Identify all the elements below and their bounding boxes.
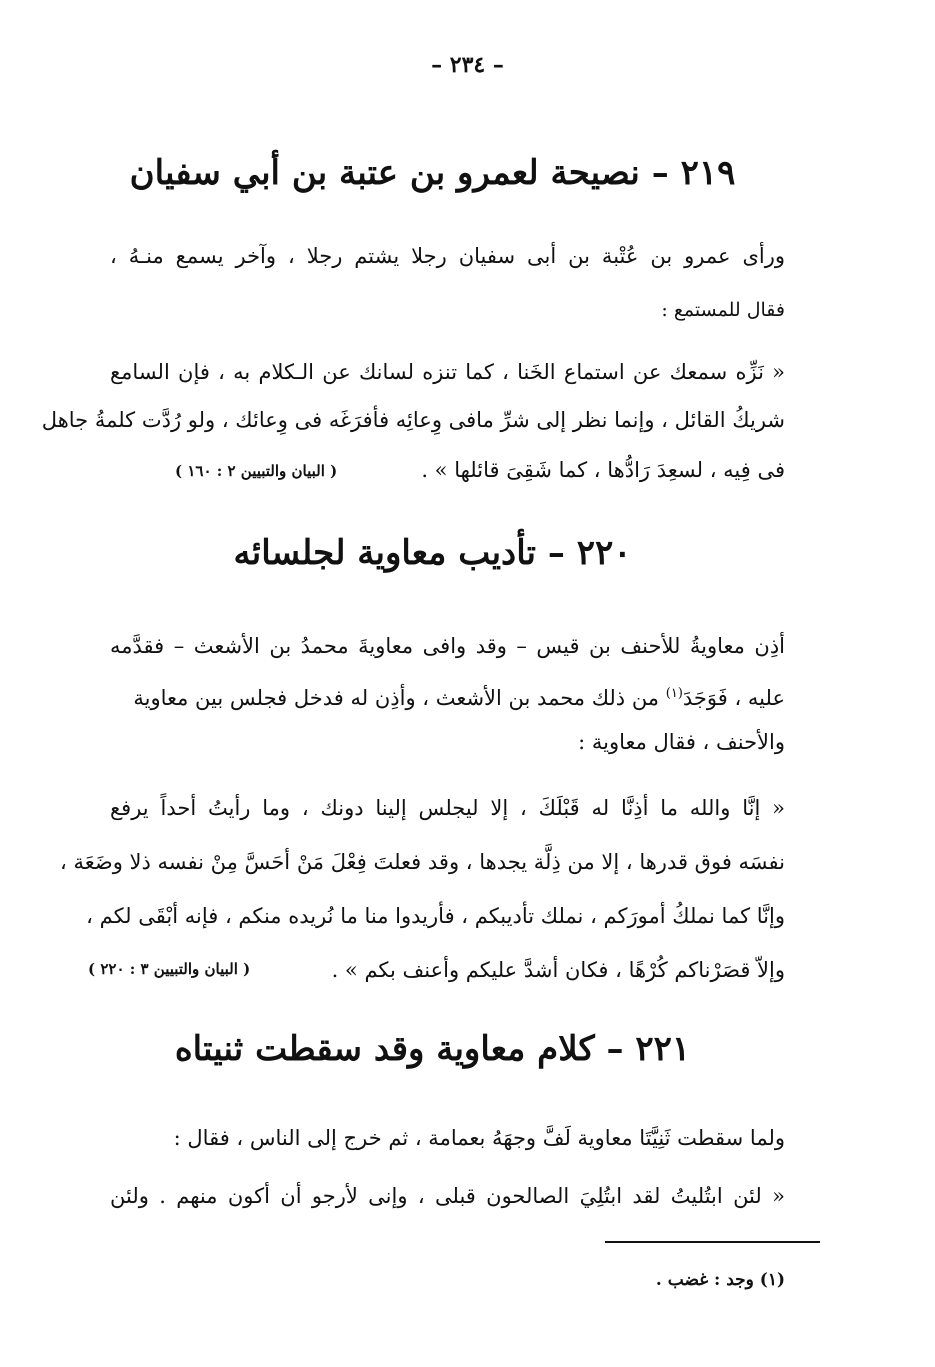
quote-line: شريكُ القائل ، وإنما نظر إلى شرِّ مافى وِعائِه فأفرَغَه فى وِعائك ، ولو رُدَّت كلمةُ جاهل — [41, 408, 785, 432]
paragraph-text: من ذلك محمد بن الأشعث ، وأذِن له فدخل فجلس بين معاوية — [133, 686, 660, 710]
footnote-divider — [605, 1241, 820, 1243]
quote-line: وإلاّ قصَرْناكم كُرْهًا ، فكان أشدَّ عليكم وأعنف بكم » . — [331, 958, 785, 982]
quote-line: فى فِيه ، لسعِدَ رَادُّها ، كما شَقِىَ قائلها » . — [421, 458, 785, 482]
quote-line: « لئن ابتُليتُ لقد ابتُلِيَ الصالحون قبلى ، وإنى لأرجو أن أكون منهم . ولئن — [110, 1184, 785, 1208]
paragraph-line: أذِن معاويةُ للأحنف بن قيس – وقد وافى معاويةَ محمدُ بن الأشعث – فقدَّمه — [110, 634, 785, 658]
paragraph-text: عليه ، فَوَجَدَ — [682, 686, 785, 710]
paragraph-line — [110, 674, 785, 718]
paragraph-line: والأحنف ، فقال معاوية : — [578, 730, 785, 754]
quote-line: نفسَه فوق قدرها ، إلا من ذِلَّة يجدها ، وقد فعلتَ فِعْلَ مَنْ أحَسَّ مِنْ نفسه ذلا وضَعَة ، — [60, 850, 785, 874]
section-heading-220: ٢٢٠ – تأديب معاوية لجلسائه — [233, 533, 632, 573]
paragraph-line: فقال للمستمع : — [661, 299, 785, 321]
quote-line: وإنَّا كما نملكُ أمورَكم ، نملك تأديبكم ، فأريدوا منا ما نُريده منكم ، فإنه أبْقَى لكم ، — [86, 904, 785, 928]
paragraph-line: ولما سقطت ثَنِيَّتَا معاوية لَفَّ وجهَهُ بعمامة ، ثم خرج إلى الناس ، فقال : — [173, 1126, 785, 1150]
page-number: – ٢٣٤ – — [431, 52, 504, 78]
quote-line: « نَزِّه سمعك عن استماع الخَنا ، كما تنزه لسانك عن الـكلام به ، فإن السامع — [110, 360, 785, 384]
section-heading-221: ٢٢١ – كلام معاوية وقد سقطت ثنيتاه — [174, 1029, 691, 1069]
paragraph-line: ورأى عمرو بن عُتْبة بن أبى سفيان رجلا يشتم رجلا ، وآخر يسمع منـهُ ، — [110, 244, 785, 268]
section-heading-219: ٢١٩ – نصيحة لعمرو بن عتبة بن أبي سفيان — [129, 153, 736, 193]
source-reference: ( البيان والتبيين ٢ : ١٦٠ ) — [175, 462, 338, 480]
quote-line: « إنَّا والله ما أذِنَّا له قَبْلَكَ ، إلا ليجلس إلينا دونك ، وما رأيتُ أحداً يرفع — [110, 796, 785, 820]
source-reference: ( البيان والتبيين ٣ : ٢٢٠ ) — [88, 960, 251, 978]
footnote-marker: (١) — [665, 686, 683, 701]
footnote: (١) وجد : غضب . — [655, 1270, 785, 1290]
